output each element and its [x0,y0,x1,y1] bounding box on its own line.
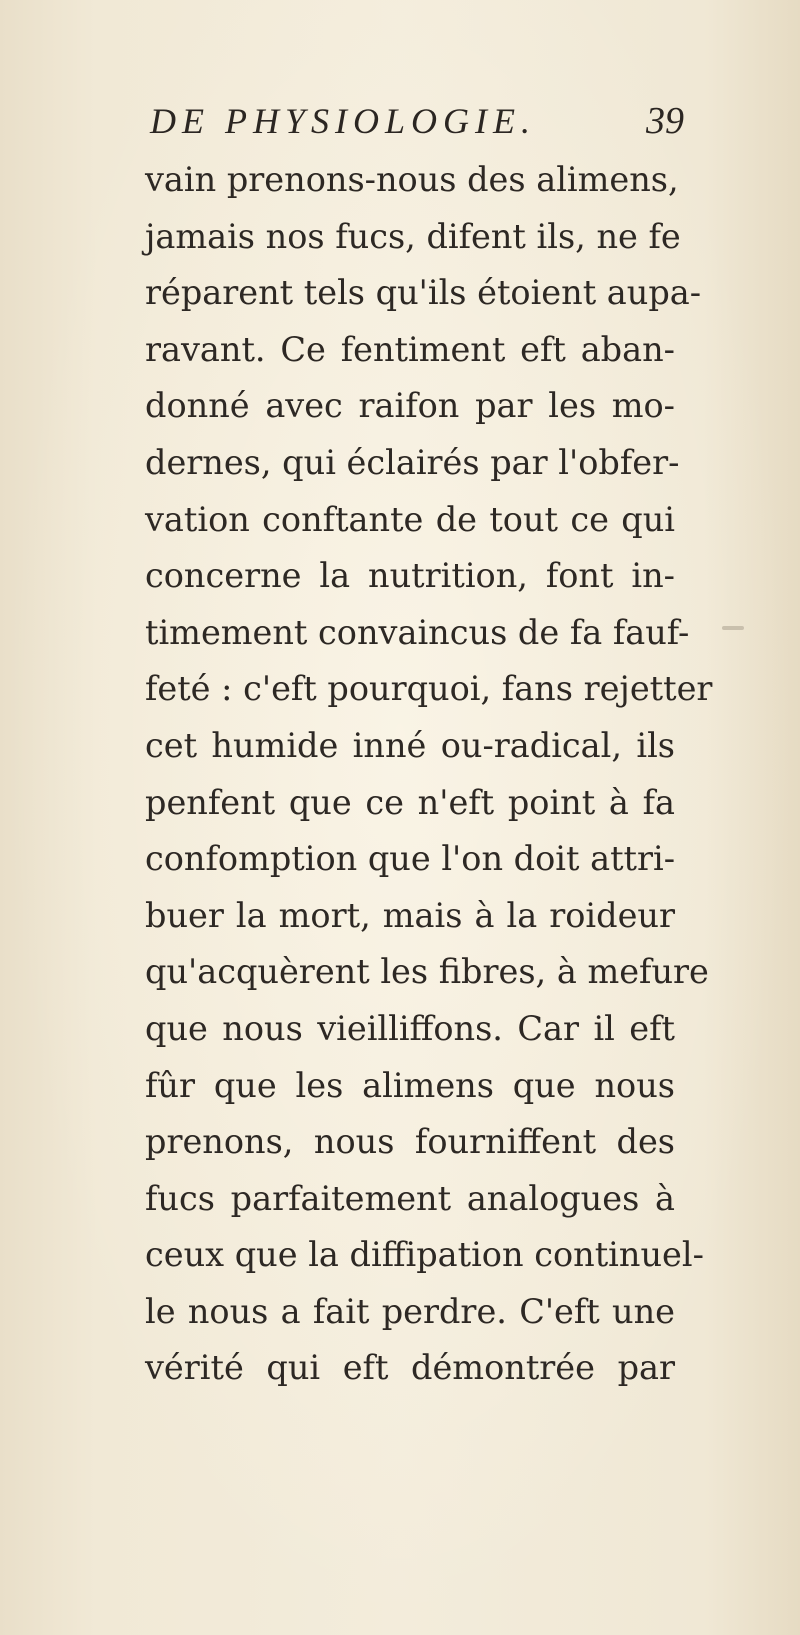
text-line: feté : c'eft pourquoi, fans rejetter [145,669,713,709]
running-title: DE PHYSIOLOGIE. [150,101,536,141]
text-line: ceux que la diffipation continuel- [145,1235,704,1275]
text-line: le nous a fait perdre. C'eft une [145,1291,675,1331]
text-line: dernes, qui éclairés par l'obfer- [145,442,680,482]
text-line: qu'acquèrent les fibres, à mefure [145,952,709,992]
text-line: vation conftante de tout ce qui [145,499,675,539]
text-line: buer la mort, mais à la roideur [145,895,675,935]
text-line: timement convaincus de fa fauf- [145,612,690,652]
margin-mark [722,626,744,630]
text-line: donné avec raifon par les mo- [145,386,675,426]
text-line: prenons, nous fourniffent des [145,1122,675,1162]
text-line: jamais nos fucs, difent ils, ne fe [145,216,681,256]
page-header [150,96,690,146]
text-line: fûr que les alimens que nous [145,1065,675,1105]
text-line: cet humide inné ou-radical, ils [145,725,675,765]
text-line: vérité qui eft démontrée par [145,1348,675,1388]
text-line: concerne la nutrition, font in- [145,556,675,596]
body-text [145,152,713,1397]
text-line: vain prenons-nous des alimens, [145,160,679,199]
text-line: fucs parfaitement analogues à [145,1178,675,1218]
text-line: ravant. Ce fentiment eft aban- [145,329,675,369]
text-line: réparent tels qu'ils étoient aupa- [145,273,702,313]
text-line: penfent que ce n'eft point à fa [145,782,675,822]
text-line: que nous vieilliffons. Car il eft [145,1008,675,1048]
page-number: 39 [646,100,684,142]
text-line: confomption que l'on doit attri- [145,839,676,879]
